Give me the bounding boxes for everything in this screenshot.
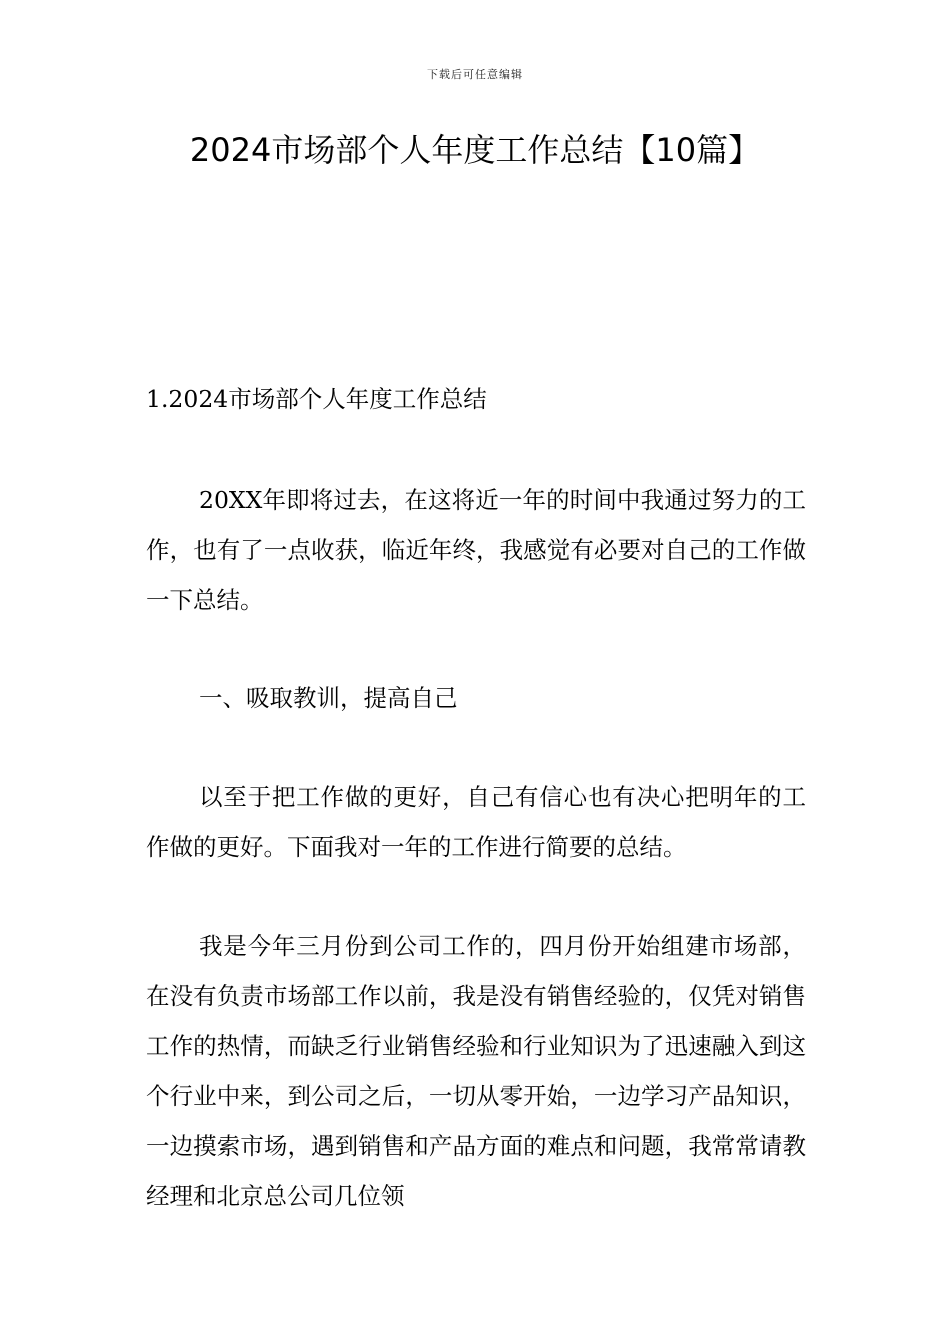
paragraph-confidence: 以至于把工作做的更好，自己有信心也有决心把明年的工作做的更好。下面我对一年的工作进行简要的总结。	[146, 783, 806, 861]
subheading-lessons: 一、吸取教训，提高自己	[199, 684, 458, 712]
document-title: 2024市场部个人年度工作总结【10篇】	[189, 131, 761, 169]
paragraph-experience: 我是今年三月份到公司工作的，四月份开始组建市场部，在没有负责市场部工作以前，我是没有销售经验的，仅凭对销售工作的热情，而缺乏行业销售经验和行业知识为了迅速融入到这个行业中来，到公司之后，一切从零开始，一边学习产品知识，一边摸索市场，遇到销售和产品方面的难点和问题，我常常请教经理和北京总公司几位领	[146, 932, 806, 1210]
paragraph-intro: 20XX年即将过去，在这将近一年的时间中我通过努力的工作，也有了一点收获，临近年终，我感觉有必要对自己的工作做一下总结。	[146, 486, 806, 614]
page-header-note: 下载后可任意编辑	[427, 68, 523, 81]
section-title: 1.2024市场部个人年度工作总结	[146, 385, 487, 413]
